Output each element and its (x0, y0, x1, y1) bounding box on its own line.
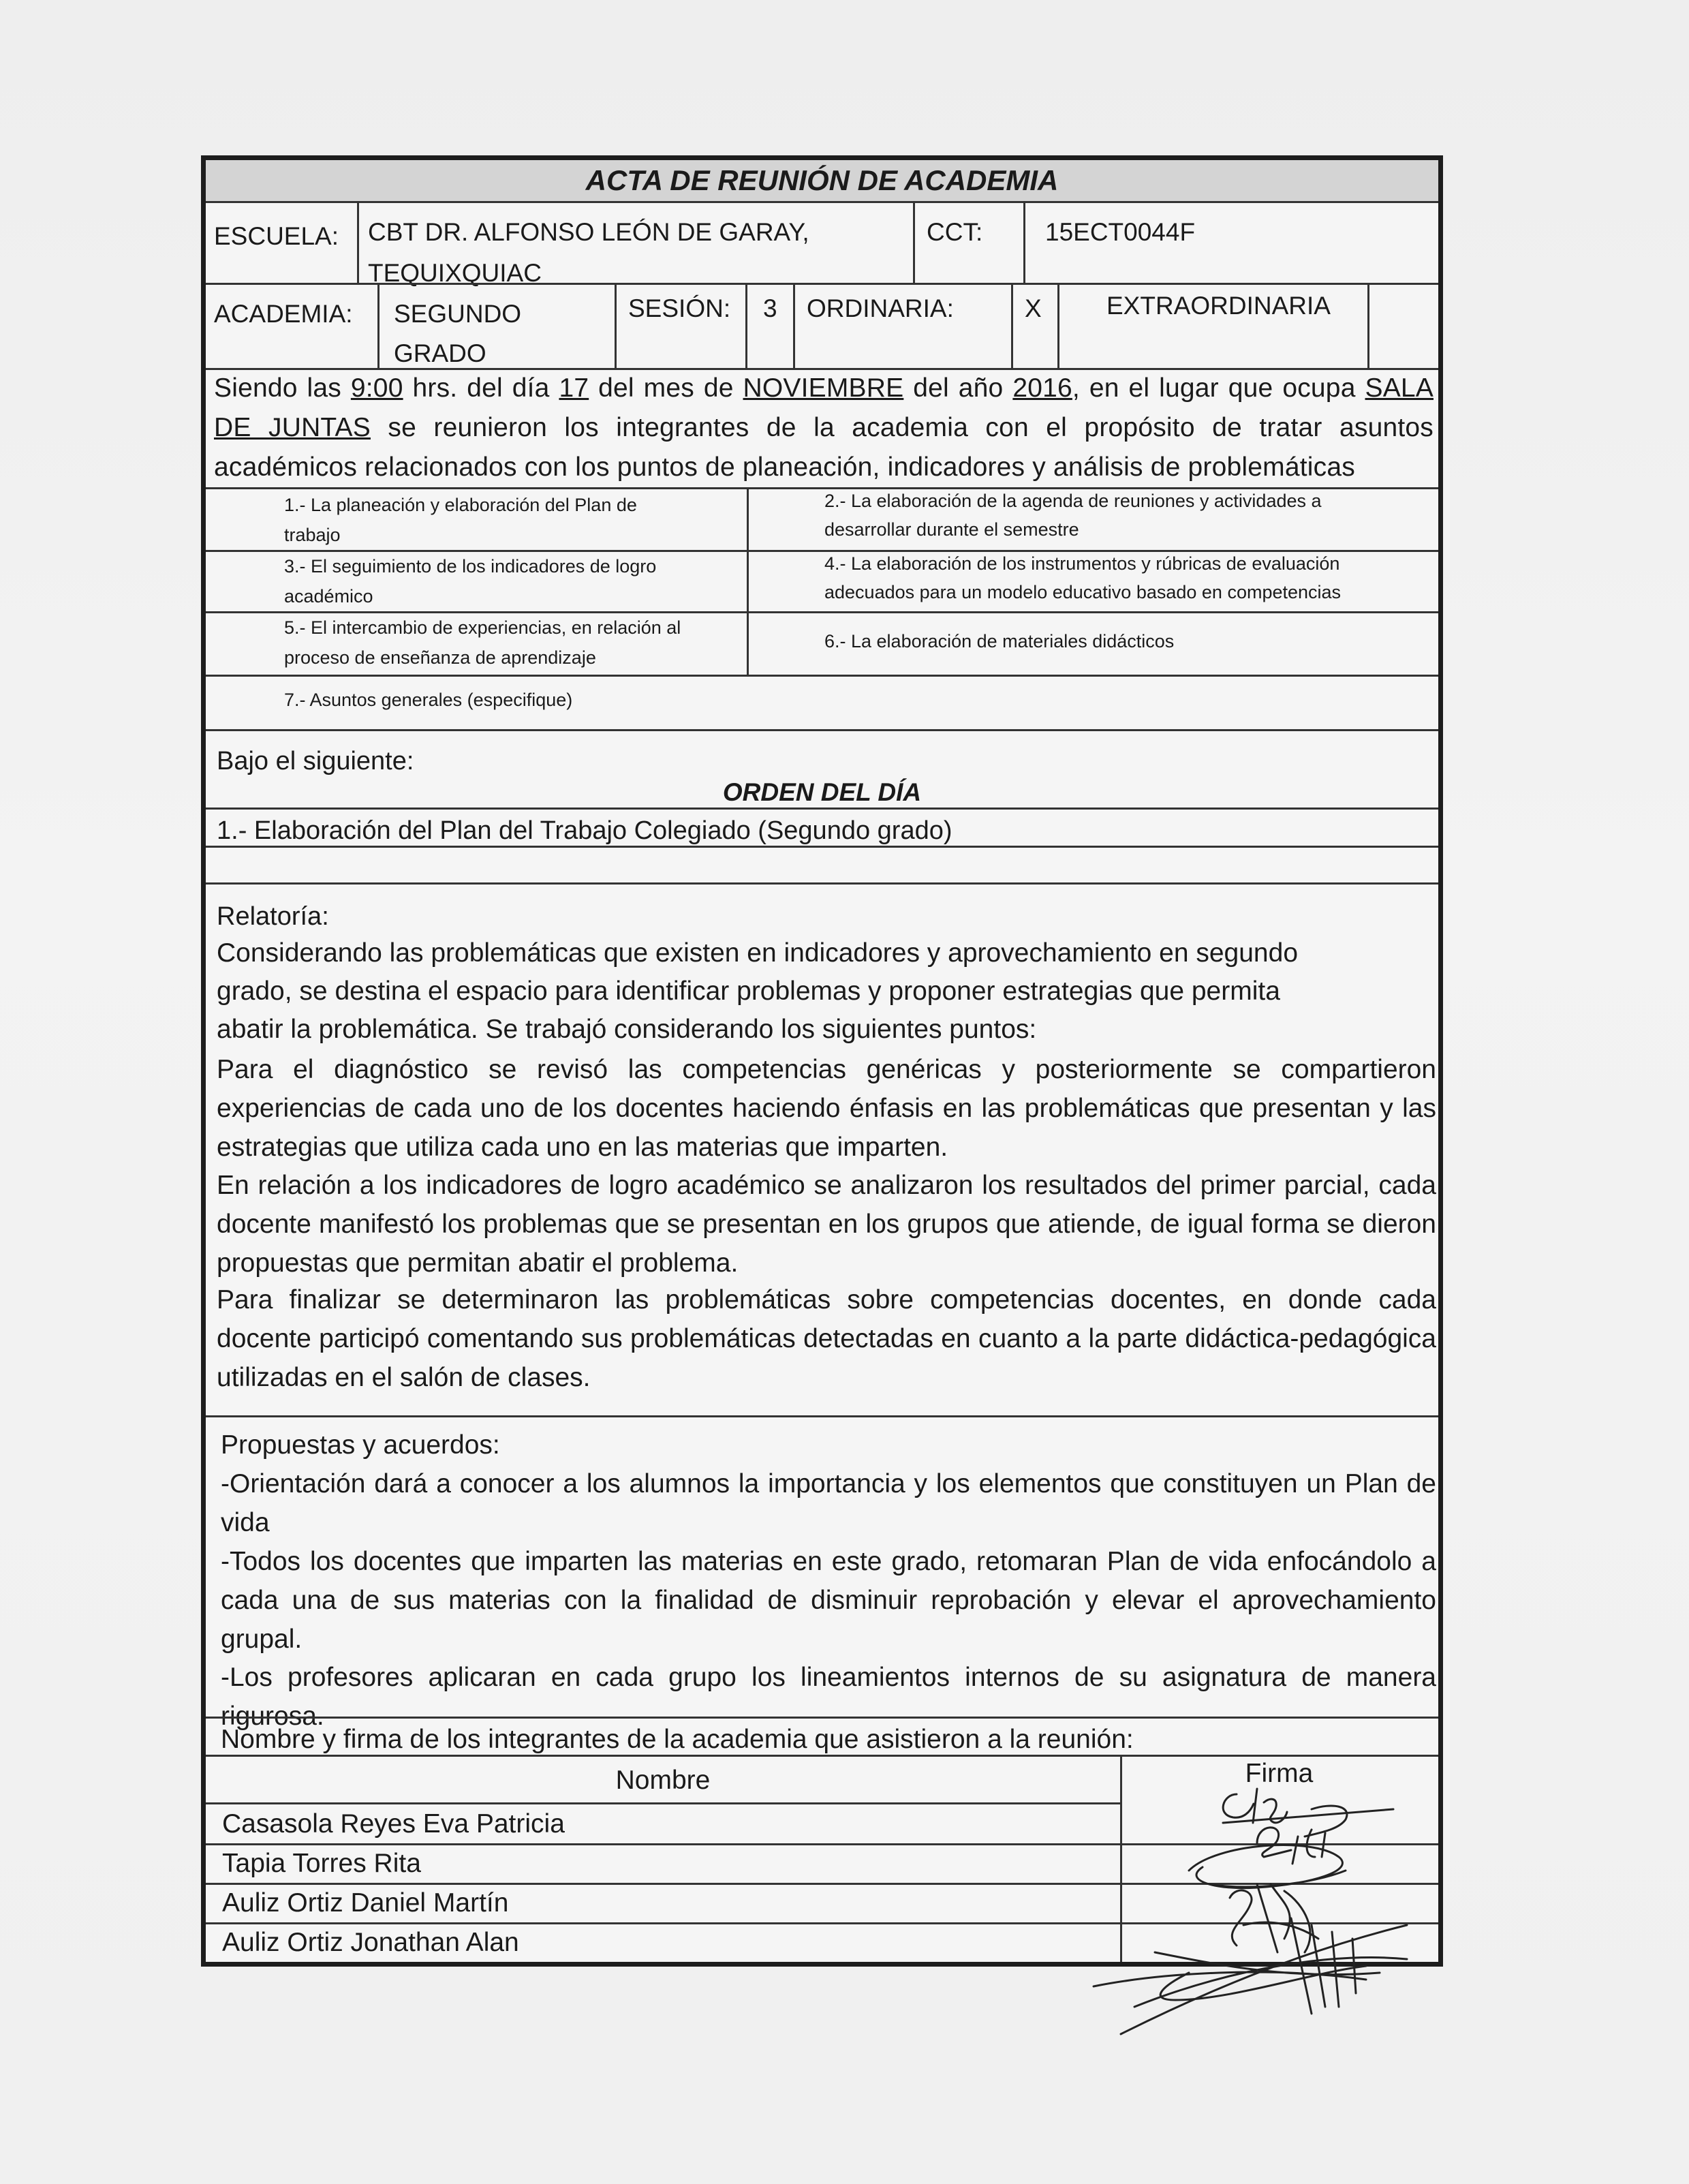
ordinaria-mark: X (1025, 294, 1042, 322)
divider (206, 675, 1438, 677)
divider (206, 729, 1438, 731)
sesion-value: 3 (763, 294, 777, 322)
relatoria-heading: Relatoría: (217, 902, 329, 931)
form-title: ACTA DE REUNIÓN DE ACADEMIA (585, 164, 1059, 196)
propuestas-heading: Propuestas y acuerdos: (221, 1430, 500, 1460)
divider (913, 201, 915, 283)
agenda-item-1: 1.- Elaboración del Plan del Trabajo Colegiado (Segundo grado) (217, 816, 952, 845)
divider (793, 283, 795, 368)
topic-4-line1: 4.- La elaboración de los instrumentos y rúbricas de evaluación (824, 553, 1340, 574)
topic-5-line1: 5.- El intercambio de experiencias, en relación al (284, 617, 681, 638)
divider (745, 283, 747, 368)
topic-5-line2: proceso de enseñanza de aprendizaje (284, 647, 596, 668)
divider (357, 201, 359, 283)
divider (206, 808, 1438, 810)
member-row-1: Casasola Reyes Eva Patricia (222, 1809, 565, 1839)
divider (206, 1717, 1438, 1719)
escuela-value-line2: TEQUIXQUIAC (368, 259, 542, 287)
meeting-month: NOVIEMBRE (743, 373, 904, 403)
divider (206, 846, 1438, 848)
acuerdo-1: -Orientación dará a conocer a los alumnos la importancia y los elementos que constituyen un Plan de vida (221, 1469, 1436, 1537)
agenda-heading: ORDEN DEL DÍA (722, 778, 922, 806)
firmas-heading: Nombre y firma de los integrantes de la academia que asistieron a la reunión: (221, 1725, 1134, 1754)
relatoria-line-3: abatir la problemática. Se trabajó considerando los siguientes puntos: (217, 1015, 1037, 1044)
divider (206, 1802, 1120, 1804)
academia-value-line1: SEGUNDO (394, 300, 522, 328)
divider (1023, 201, 1025, 283)
meeting-time: 9:00 (350, 373, 403, 403)
ordinaria-label: ORDINARIA: (807, 294, 954, 322)
divider (1367, 283, 1369, 368)
topic-1-line2: trabajo (284, 525, 341, 545)
column-header-firma: Firma (1245, 1759, 1314, 1788)
topic-7: 7.- Asuntos generales (especifique) (284, 690, 573, 710)
cct-value: 15ECT0044F (1045, 218, 1196, 246)
meeting-minutes-form (201, 155, 1443, 1967)
form-title-bar (206, 160, 1438, 201)
handwritten-signatures (1053, 1782, 1434, 2048)
acuerdo-2: -Todos los docentes que imparten las materias en este grado, retomaran Plan de vida enfocándolo a cada una de sus materias con la finalidad de disminuir reprobación y elevar el aprovechamiento grupal. (221, 1547, 1436, 1654)
member-row-4: Auliz Ortiz Jonathan Alan (222, 1928, 519, 1957)
topic-3-line1: 3.- El seguimiento de los indicadores de logro (284, 556, 657, 576)
topic-3-line2: académico (284, 586, 373, 606)
topic-6: 6.- La elaboración de materiales didácticos (824, 631, 1175, 651)
topic-1-line1: 1.- La planeación y elaboración del Plan de (284, 495, 637, 515)
acuerdo-3: -Los profesores aplicaran en cada grupo los lineamientos internos de su asignatura de manera rigurosa. (221, 1663, 1436, 1731)
escuela-value-line1: CBT DR. ALFONSO LEÓN DE GARAY, (368, 218, 809, 246)
meeting-day: 17 (559, 373, 589, 403)
topic-2-line2: desarrollar durante el semestre (824, 519, 1079, 540)
escuela-label: ESCUELA: (214, 222, 339, 250)
intro-paragraph: Siendo las 9:00 hrs. del día 17 del mes de NOVIEMBRE del año 2016, en el lugar que ocupa SALA DE JUNTAS se reunieron los integrantes de la academia con el propósito de tratar asuntos académicos relacionados con los puntos de planeación, indicadores y análisis de problemáticas (214, 373, 1434, 482)
sesion-label: SESIÓN: (628, 294, 731, 322)
divider (747, 487, 749, 675)
divider (615, 283, 617, 368)
divider (206, 283, 1438, 285)
cct-label: CCT: (927, 218, 983, 246)
divider (206, 201, 1438, 203)
divider (206, 882, 1438, 885)
relatoria-line-2: grado, se destina el espacio para identificar problemas y proponer estrategias que permita (217, 976, 1280, 1006)
relatoria-paragraph-4: Para finalizar se determinaron las problemáticas sobre competencias docentes, en donde cada docente participó comentando sus problemáticas detectadas en cuanto a la parte didáctica-pedagógica utilizadas en el salón de clases. (217, 1285, 1436, 1392)
divider (206, 1415, 1438, 1417)
relatoria-paragraph-2: Para el diagnóstico se revisó las competencias genéricas y posteriormente se compartieron experiencias de cada uno de los docentes haciendo énfasis en las problemáticas que presentan y las estrategias que utiliza cada uno en las materias que imparten. (217, 1055, 1436, 1162)
member-row-3: Auliz Ortiz Daniel Martín (222, 1888, 509, 1918)
divider (1057, 283, 1059, 368)
member-row-2: Tapia Torres Rita (222, 1849, 421, 1878)
relatoria-paragraph-3: En relación a los indicadores de logro académico se analizaron los resultados del primer parcial, cada docente manifestó los problemas que se presentan en los grupos que atiende, de igual forma se dieron propuestas que permitan abatir el problema. (217, 1171, 1436, 1278)
divider (377, 283, 379, 368)
topic-2-line1: 2.- La elaboración de la agenda de reuniones y actividades a (824, 491, 1322, 511)
column-header-nombre: Nombre (615, 1766, 711, 1795)
topic-4-line2: adecuados para un modelo educativo basado en competencias (824, 582, 1342, 602)
meeting-year: 2016 (1012, 373, 1072, 403)
agenda-intro: Bajo el siguiente: (217, 747, 414, 775)
signature-jonathan (1094, 1918, 1407, 2034)
signature-daniel (1230, 1884, 1318, 1952)
extraordinaria-label: EXTRAORDINARIA (1106, 292, 1331, 320)
meeting-place: SALA DE JUNTAS (214, 373, 1434, 442)
divider (1011, 283, 1013, 368)
relatoria-line-1: Considerando las problemáticas que existen en indicadores y aprovechamiento en segundo (217, 938, 1299, 968)
academia-label: ACADEMIA: (214, 300, 353, 328)
academia-value-line2: GRADO (394, 339, 486, 367)
